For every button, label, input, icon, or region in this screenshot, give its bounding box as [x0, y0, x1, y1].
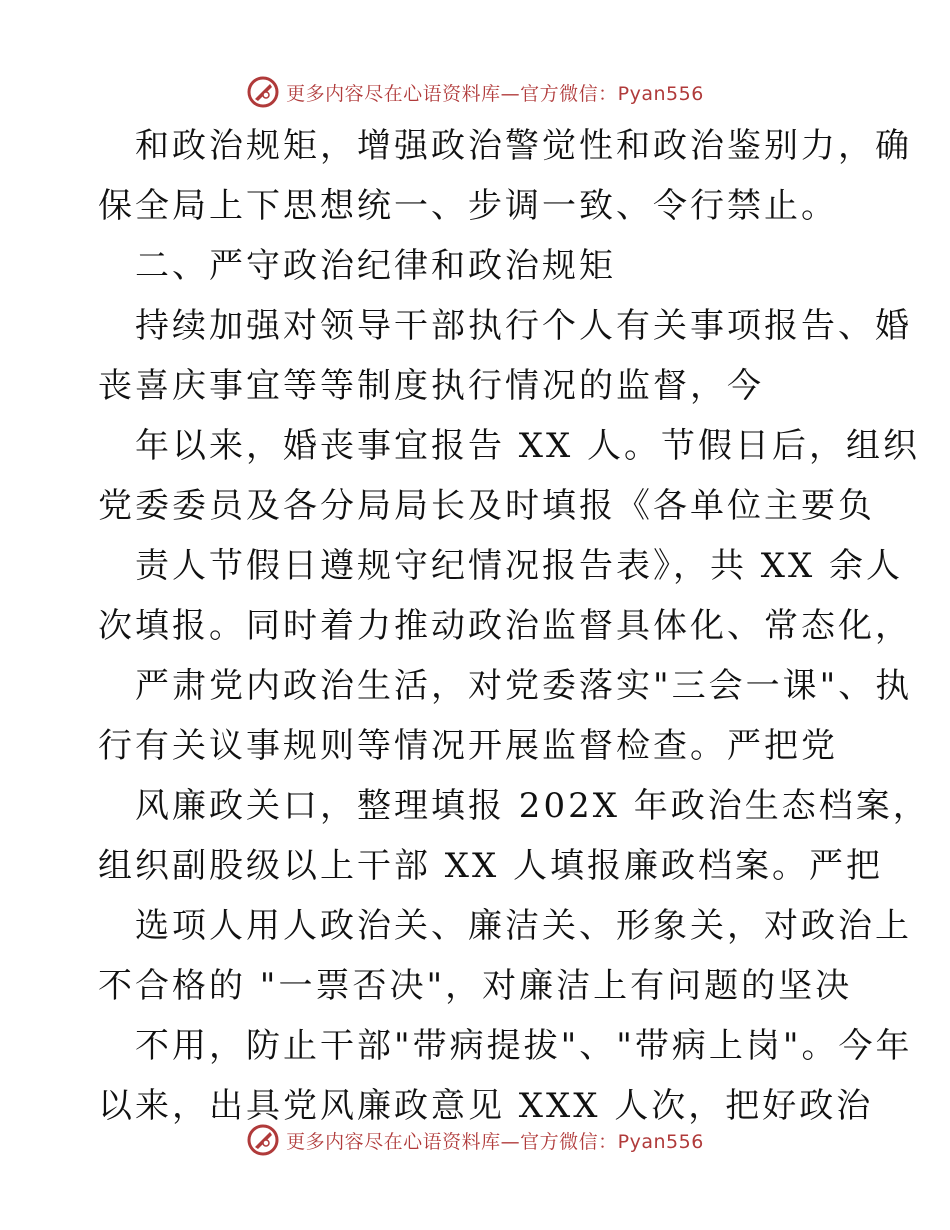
body-line-14: 选项人用人政治关、廉洁关、形象关，对政治上	[135, 906, 912, 946]
body-line-16: 不用，防止干部"带病提拔"、"带病上岗"。今年	[135, 1026, 913, 1066]
body-line-2: 保全局上下思想统一、步调一致、令行禁止。	[98, 186, 838, 226]
footer-watermark-text: 更多内容尽在心语资料库—官方微信：Pyan556	[286, 1130, 704, 1153]
body-line-10: 严肃党内政治生活，对党委落实"三会一课"、执	[135, 666, 913, 706]
body-line-7: 党委委员及各分局局长及时填报《各单位主要负	[98, 486, 875, 526]
body-line-15: 不合格的 "一票否决"，对廉洁上有问题的坚决	[98, 966, 853, 1006]
body-line-9: 次填报。同时着力推动政治监督具体化、常态化，	[98, 606, 912, 646]
body-line-13: 组织副股级以上干部 XX 人填报廉政档案。严把	[98, 846, 884, 886]
body-line-11: 行有关议事规则等情况开展监督检查。严把党	[98, 726, 838, 766]
body-line-5: 丧喜庆事宜等等制度执行情况的监督，今	[98, 366, 764, 406]
footer-watermark-banner	[0, 1120, 950, 1160]
body-line-1: 和政治规矩，增强政治警觉性和政治鉴别力，确	[135, 126, 912, 166]
body-line-17: 以来，出具党风廉政意见 XXX 人次，把好政治	[98, 1086, 874, 1126]
section-heading: 二、严守政治纪律和政治规矩	[135, 246, 616, 286]
body-line-6: 年以来，婚丧事宜报告 XX 人。节假日后，组织	[135, 426, 921, 466]
body-line-4: 持续加强对领导干部执行个人有关事项报告、婚	[135, 306, 912, 346]
header-watermark-text: 更多内容尽在心语资料库—官方微信：Pyan556	[286, 82, 704, 105]
quill-seal-logo-icon	[246, 75, 280, 109]
header-watermark-banner	[0, 72, 950, 112]
quill-seal-logo-icon	[246, 1123, 280, 1157]
body-line-12: 风廉政关口，整理填报 202X 年政治生态档案，	[135, 786, 930, 826]
body-line-8: 责人节假日遵规守纪情况报告表》，共 XX 余人	[135, 546, 904, 586]
